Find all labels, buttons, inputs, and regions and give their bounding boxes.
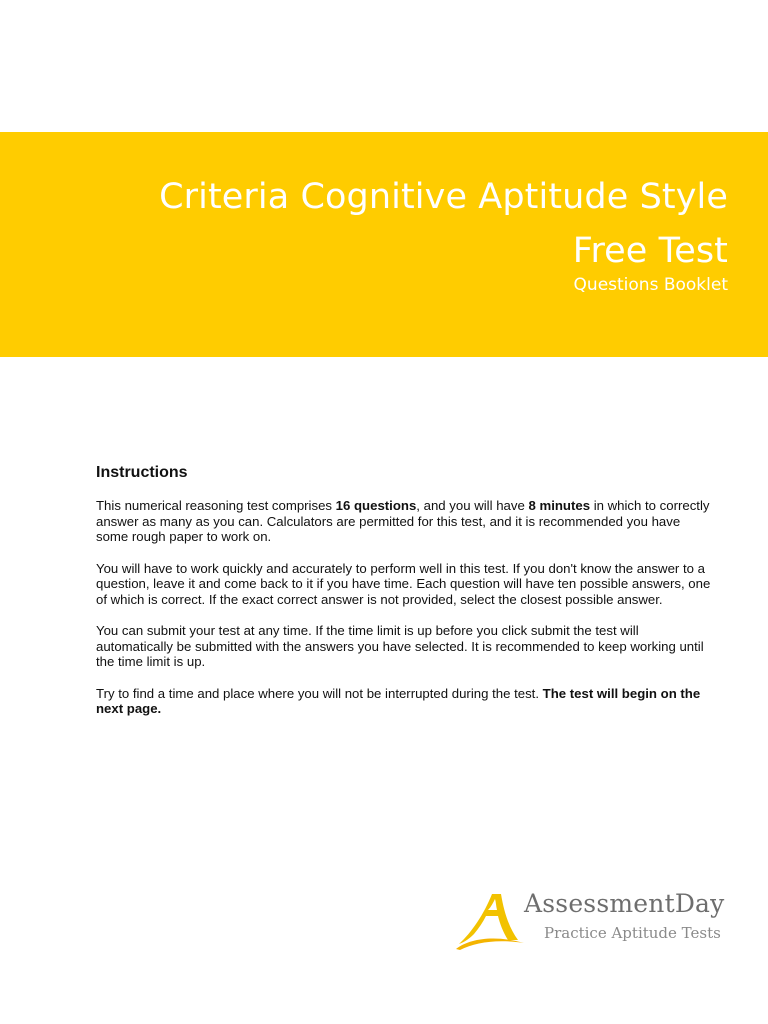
logo-tagline: Practice Aptitude Tests (544, 924, 721, 942)
document-title (78, 170, 728, 278)
p1-text-c: , and you will have (416, 498, 529, 513)
p1-text-a: This numerical reasoning test comprises (96, 498, 336, 513)
document-title-line-2: Free Test (572, 231, 728, 271)
next-page-notice: The test will begin on the next page. (96, 685, 701, 716)
time-limit: 8 minutes (528, 498, 591, 513)
p4-text-a: Try to find a time and place where you will not be interrupted during the test. (96, 685, 543, 701)
assessmentday-logo-icon (456, 888, 526, 952)
instructions-paragraph-2: You will have to work quickly and accurately to perform well in this test. If you don't know the answer to a question, leave it and come back to it if you have time. Each question will have ten possible answers, one of which is correct. If the exact correct answer is not provided, select the closest possible answer. (96, 560, 711, 607)
instructions-section (96, 462, 716, 733)
document-title-line-1: Criteria Cognitive Aptitude Style (159, 177, 728, 217)
logo-brand-name: AssessmentDay (524, 889, 725, 918)
document-subtitle: Questions Booklet (573, 275, 728, 295)
instructions-paragraph-1 (96, 498, 716, 545)
p1-text-e: in which to correctly answer as many as you can. Calculators are permitted for this test, and it is recommended you have some rough paper to work on. (96, 498, 710, 544)
assessmentday-logo (456, 886, 746, 956)
instructions-paragraph-4 (96, 686, 716, 717)
instructions-paragraph-3: You can submit your test at any time. If the time limit is up before you click submit the test will automatically be submitted with the answers you have selected. It is recommended to keep working until the time limit is up. (96, 623, 704, 669)
instructions-heading: Instructions (96, 464, 188, 481)
question-count: 16 questions (335, 498, 417, 513)
